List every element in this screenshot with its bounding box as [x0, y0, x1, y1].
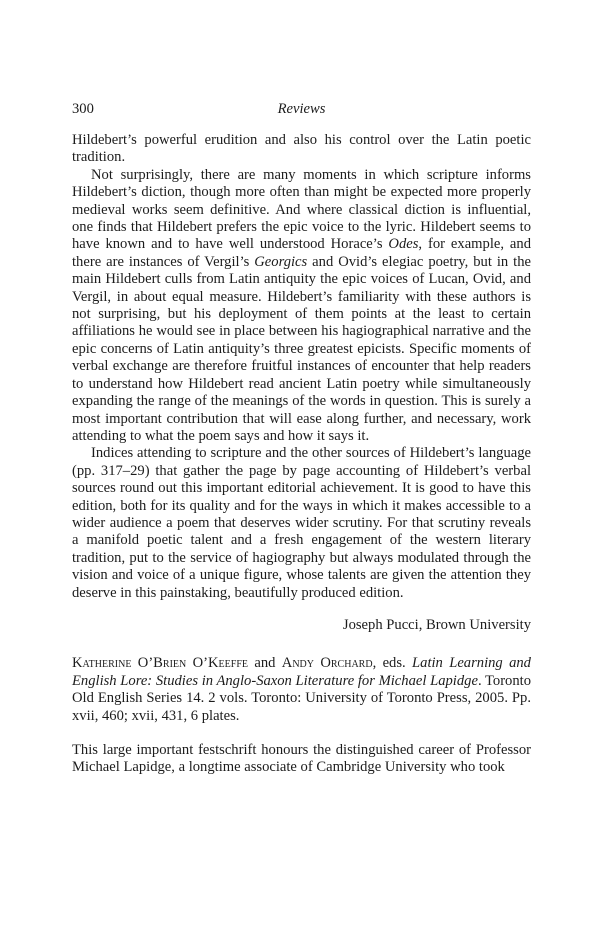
review-conclusion-paragraphs	[72, 132, 531, 602]
text-segment: , for example, and there are instances of Vergil’s	[72, 236, 531, 270]
paragraph	[72, 445, 531, 602]
page-number: 300	[72, 101, 94, 117]
paragraph	[72, 132, 531, 167]
text-segment: and Ovid’s elegiac poetry, but in the main Hildebert culls from Latin antiquity the epic voices of Lucan, Ovid, and Vergil, in about equal measure. Hildebert’s familiarity with these authors is not surprising, but his deployment of them points at the least to certain affiliations he would see in place between his hagiographical narrative and the epic concerns of Latin antiquity’s three greatest epicists. Specific moments of verbal exchange are therefore fruitful instances of encounter that help readers to understand how Hildebert read ancient Latin poetry while simultaneously expanding the range of the meanings of the words in question. This is surely a most important contribution that will ease along further, and necessary, work attending to what the poem says and how it says it.	[72, 253, 531, 444]
text-segment: . Toronto Old English Series 14. 2 vols. Toronto: University of Toronto Press, 2005. Pp. xvii, 460; xvii, 431, 6 plates.	[72, 672, 532, 724]
next-review-paragraphs	[72, 742, 531, 777]
text-segment: This large important festschrift honours the distinguished career of Professor Michael Lapidge, a longtime associate of Cambridge University who took	[72, 742, 531, 776]
next-review-citation	[72, 655, 531, 725]
text-segment: and	[247, 655, 282, 672]
text-segment: Hildebert’s powerful erudition and also his control over the Latin poetic tradition.	[72, 132, 531, 166]
text-segment: , eds.	[372, 655, 413, 672]
text-segment: Indices attending to scripture and the other sources of Hildebert’s language (pp. 317–29) that gather the page by page accounting of Hildebert’s verbal sources round out this important editorial achievement. It is good to have this edition, both for its quality and for the ways in which it makes accessible to a wider audience a poem that deserves wider scrutiny. For that scrutiny reveals a manifold poetic talent and a fresh engagement of the western literary tradition, put to the service of hagiography but always modulated through the vision and voice of a unique figure, whose talents are given the attention they deserve in this painstaking, beautifully produced edition.	[72, 445, 531, 601]
smallcaps-name: Katherine O’Brien O’Keeffe	[72, 655, 248, 672]
italic-text: Odes	[388, 236, 419, 253]
text-segment: Not surprisingly, there are many moments in which scripture informs Hildebert’s diction, though more often than might be expected more properly medieval works seem definitive. And where classical diction is influential, one finds that Hildebert prefers the epic voice to the lyric. Hildebert seems to have known and to have well understood Horace’s	[72, 166, 531, 253]
smallcaps-name: Andy Orchard	[281, 655, 373, 672]
paragraph	[72, 167, 531, 446]
running-head: Reviews	[277, 101, 326, 117]
page-body	[72, 132, 531, 777]
italic-text: Georgics	[254, 253, 308, 270]
page-header	[72, 101, 531, 119]
reviewer-attribution: Joseph Pucci, Brown University	[342, 616, 531, 633]
italic-text: Latin Learning and English Lore: Studies in Anglo-Saxon Literature for Michael Lapidge	[72, 655, 531, 689]
paragraph	[72, 742, 531, 777]
